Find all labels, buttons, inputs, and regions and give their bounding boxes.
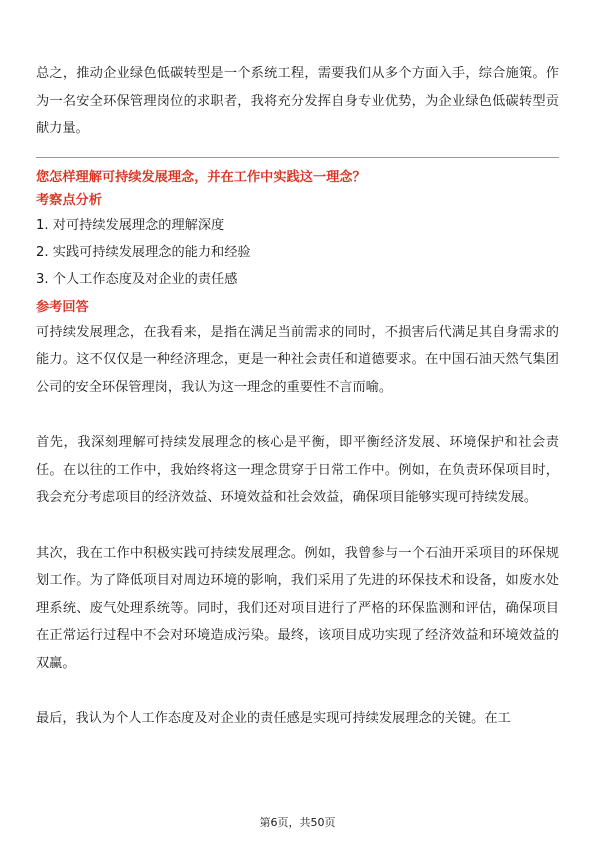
paragraph-gap bbox=[36, 677, 559, 705]
analysis-item: 1. 对可持续发展理念的理解深度 bbox=[36, 217, 225, 233]
answer-title: 参考回答 bbox=[36, 299, 89, 315]
document-page bbox=[36, 60, 559, 733]
answer-paragraph: 其次，我在工作中积极实践可持续发展理念。例如，我曾参与一个石油开采项目的环保规划工作。为了降低项目对周边环境的影响，我们采用了先进的环保技术和设备，如废水处理系统、废气处理系统等。同时，我们还对项目进行了严格的环保监测和评估，确保项目在正常运行过程中不会对环境造成污染。最终，该项目成功实现了经济效益和环境效益的双赢。 bbox=[36, 545, 559, 671]
paragraph-gap bbox=[36, 401, 559, 429]
answer-paragraph: 首先，我深刻理解可持续发展理念的核心是平衡，即平衡经济发展、环境保护和社会责任。在以往的工作中，我始终将这一理念贯穿于日常工作中。例如，在负责环保项目时，我会充分考虑项目的经济效益、环境效益和社会效益，确保项目能够实现可持续发展。 bbox=[36, 435, 559, 505]
analysis-item: 3. 个人工作态度及对企业的责任感 bbox=[36, 271, 238, 287]
intro-paragraph: 总之，推动企业绿色低碳转型是一个系统工程，需要我们从多个方面入手，综合施策。作为一名安全环保管理岗位的求职者，我将充分发挥自身专业优势，为企业绿色低碳转型贡献力量。 bbox=[36, 66, 559, 136]
paragraph-gap bbox=[36, 512, 559, 540]
section-divider bbox=[36, 157, 559, 158]
answer-paragraph: 最后，我认为个人工作态度及对企业的责任感是实现可持续发展理念的关键。在工 bbox=[36, 711, 511, 726]
answer-paragraph: 可持续发展理念，在我看来，是指在满足当前需求的同时，不损害后代满足其自身需求的能力。这不仅仅是一种经济理念，更是一种社会责任和道德要求。在中国石油天然气集团公司的安全环保管理岗，我认为这一理念的重要性不言而喻。 bbox=[36, 324, 559, 395]
analysis-item: 2. 实践可持续发展理念的能力和经验 bbox=[36, 244, 251, 260]
page-footer: 第6页，共50页 bbox=[259, 816, 336, 829]
question-heading: 您怎样理解可持续发展理念，并在工作中实践这一理念？ bbox=[36, 169, 366, 185]
analysis-title: 考察点分析 bbox=[36, 192, 102, 208]
